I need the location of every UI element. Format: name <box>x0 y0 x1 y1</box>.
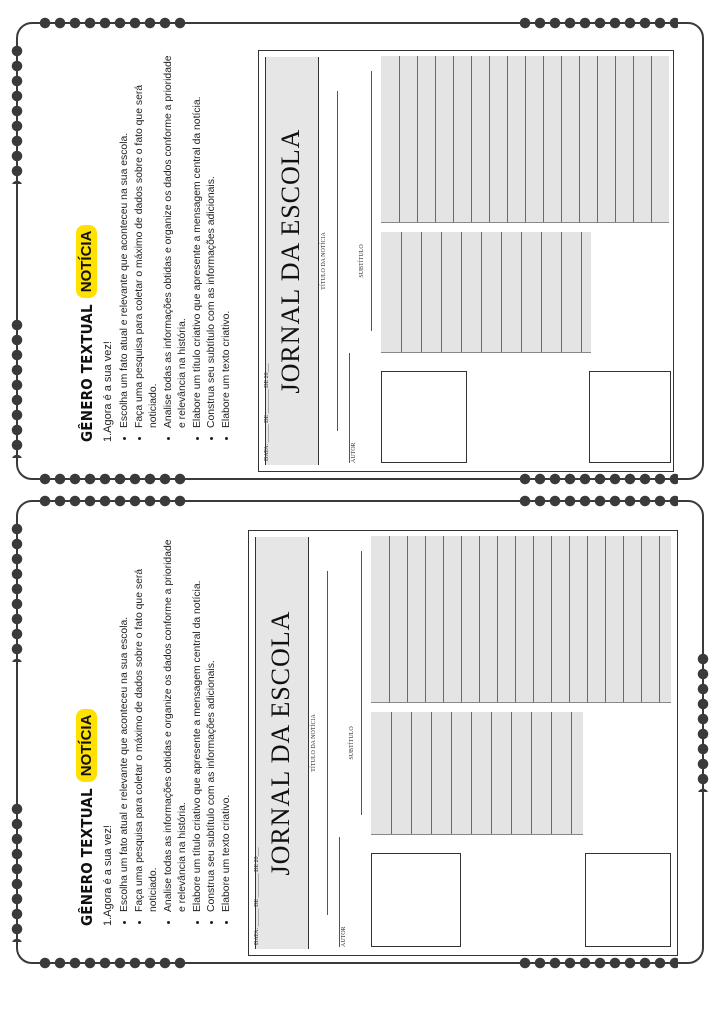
worksheet-heading <box>76 225 97 442</box>
text-column-1 <box>371 712 583 835</box>
instruction-item: • Faça uma pesquisa para coletar o máximo de dados sobre o fato que será noticiado. <box>133 48 162 428</box>
instruction-list <box>118 532 234 926</box>
intro-text: 1.Agora é a sua vez! <box>102 825 114 926</box>
text-column-2 <box>381 56 669 223</box>
title-label: TÍTULO DA NOTÍCIA <box>321 232 327 290</box>
text-column-1 <box>381 232 591 353</box>
newspaper-header <box>255 537 309 949</box>
worksheet-heading <box>76 709 97 926</box>
author-line <box>339 837 340 947</box>
newspaper-name: JORNAL DA ESCOLA <box>276 128 305 394</box>
newspaper-header <box>265 57 319 465</box>
instruction-item: • Analise todas as informações obtidas e organize os dados conforme a prioridade e relevância na história. <box>162 48 191 428</box>
instruction-item: • Escolha um fato atual e relevante que aconteceu na sua escola. <box>118 48 133 428</box>
subtitle-line <box>371 71 372 331</box>
instruction-item: • Analise todas as informações obtidas e organize os dados conforme a prioridade e relevância na história. <box>162 532 191 912</box>
instruction-item: • Construa seu subtítulo com as informações adicionais. <box>205 532 220 912</box>
instruction-item: • Elabore um texto criativo. <box>220 48 235 428</box>
subtitle-line <box>361 551 362 815</box>
instruction-item: • Elabore um título criativo que apresente a mensagem central da notícia. <box>191 532 206 912</box>
title-line <box>327 571 328 915</box>
instruction-item: • Construa seu subtítulo com as informações adicionais. <box>205 48 220 428</box>
title-label: TÍTULO DA NOTÍCIA <box>311 714 317 772</box>
newspaper-name: JORNAL DA ESCOLA <box>266 610 295 876</box>
worksheet-2 <box>16 500 704 964</box>
newspaper-template <box>248 530 678 956</box>
instruction-list <box>118 48 234 442</box>
instruction-item: • Faça uma pesquisa para coletar o máximo de dados sobre o fato que será noticiado. <box>133 532 162 912</box>
image-box-left <box>371 853 461 947</box>
subtitle-label: SUBTÍTULO <box>349 726 355 760</box>
title-line <box>337 91 338 431</box>
author-label: AUTOR <box>351 442 357 463</box>
worksheet-1 <box>16 22 704 480</box>
text-column-2 <box>371 536 671 703</box>
image-box-right <box>585 853 671 947</box>
heading-genre: GÊNERO TEXTUAL <box>77 788 96 926</box>
author-label: AUTOR <box>341 926 347 947</box>
image-box-left <box>381 371 467 463</box>
instruction-item: • Escolha um fato atual e relevante que aconteceu na sua escola. <box>118 532 133 912</box>
subtitle-label: SUBTÍTULO <box>359 244 365 278</box>
newspaper-template <box>258 50 674 472</box>
date-line: DATA: ______ DE ________ DE 20___ <box>254 847 260 945</box>
intro-text: 1.Agora é a sua vez! <box>102 341 114 442</box>
heading-noticia-highlight: NOTÍCIA <box>76 709 97 783</box>
heading-noticia-highlight: NOTÍCIA <box>76 225 97 299</box>
instruction-item: • Elabore um texto criativo. <box>220 532 235 912</box>
date-line: DATA: ______ DE ________ DE 20___ <box>264 363 270 461</box>
instruction-item: • Elabore um título criativo que apresente a mensagem central da notícia. <box>191 48 206 428</box>
heading-genre: GÊNERO TEXTUAL <box>77 304 96 442</box>
author-line <box>349 353 350 463</box>
image-box-right <box>589 371 671 463</box>
